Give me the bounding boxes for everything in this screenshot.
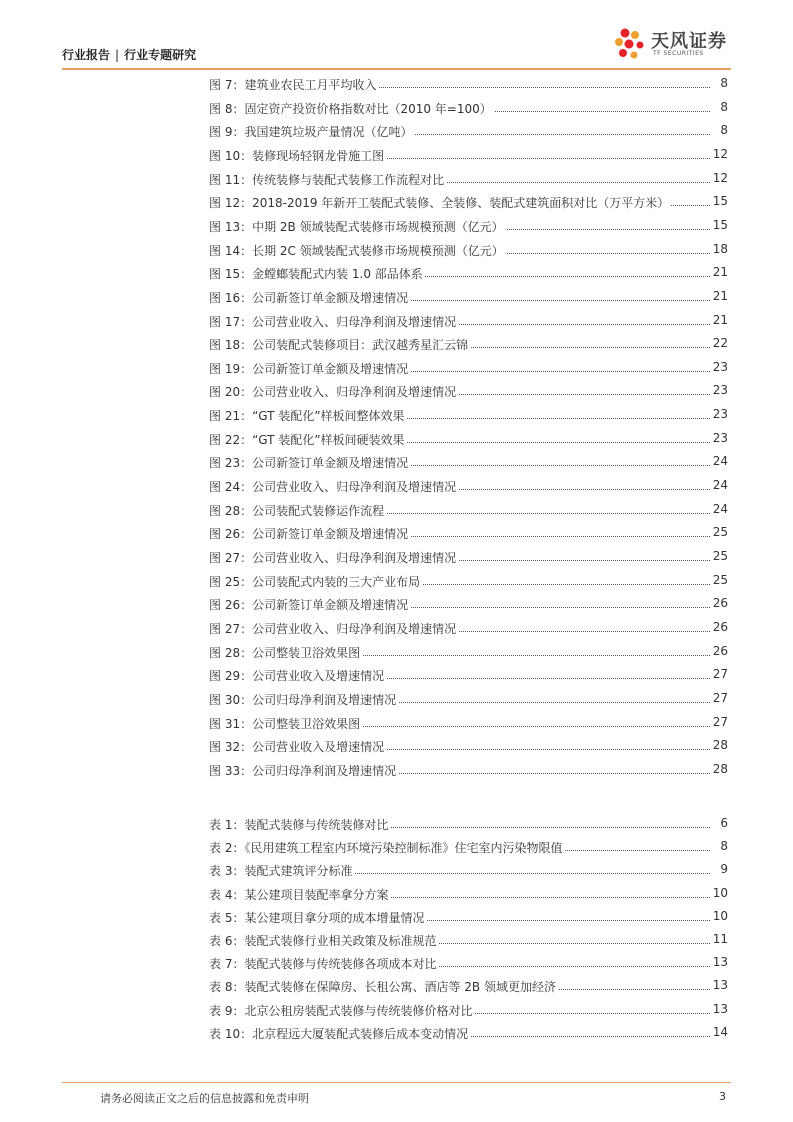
entry-title: 图 16：公司新签订单金额及增速情况 — [209, 290, 409, 305]
figure-entry[interactable] — [209, 688, 728, 710]
entry-title: 图 9：我国建筑垃圾产量情况（亿吨） — [209, 125, 413, 140]
entry-page-number: 9 — [720, 862, 728, 877]
page-number: 3 — [719, 1090, 726, 1103]
entry-page-number: 28 — [712, 738, 728, 753]
entry-page-number: 24 — [712, 454, 728, 469]
figure-entry[interactable] — [209, 357, 728, 379]
entry-page-number: 8 — [720, 76, 728, 90]
entry-title: 表 6：装配式装修行业相关政策及标准规范 — [209, 934, 437, 948]
entry-page-number: 26 — [712, 596, 728, 611]
entry-page-number: 25 — [712, 572, 728, 587]
entry-page-number: 8 — [720, 839, 728, 854]
entry-title: 表 9：北京公租房装配式装修与传统装修价格对比 — [209, 1003, 473, 1018]
entry-title: 图 19：公司新签订单金额及增速情况 — [209, 361, 409, 376]
header-subsection: 行业专题研究 — [124, 48, 197, 62]
entry-title: 图 31：公司整装卫浴效果图 — [209, 716, 361, 731]
entry-title: 图 28：公司装配式装修运作流程 — [209, 503, 385, 518]
entry-page-number: 21 — [712, 288, 728, 303]
entry-title: 图 33：公司归母净利润及增速情况 — [209, 763, 397, 778]
entry-title: 图 7：建筑业农民工月平均收入 — [209, 78, 377, 92]
entry-title: 图 20：公司营业收入、归母净利润及增速情况 — [209, 385, 457, 400]
logo-english-text: TF SECURITIES — [653, 50, 704, 57]
entry-page-number: 8 — [720, 99, 728, 114]
entry-title: 图 10：装修现场轻钢龙骨施工图 — [209, 148, 385, 163]
entry-title: 图 27：公司营业收入、归母净利润及增速情况 — [209, 621, 457, 636]
entry-page-number: 27 — [712, 667, 728, 682]
entry-page-number: 12 — [712, 146, 728, 161]
entry-page-number: 21 — [712, 265, 728, 280]
entry-page-number: 13 — [712, 978, 728, 993]
entry-page-number: 12 — [712, 170, 728, 185]
entry-title: 图 17：公司营业收入、归母净利润及增速情况 — [209, 314, 457, 329]
table-entry[interactable] — [209, 1022, 728, 1044]
figure-entry[interactable] — [209, 97, 728, 119]
figure-entry[interactable] — [209, 191, 728, 213]
header-separator: | — [115, 48, 120, 62]
table-entry[interactable] — [209, 952, 728, 974]
entry-page-number: 15 — [712, 217, 728, 232]
entry-title: 图 28：公司整装卫浴效果图 — [209, 645, 361, 660]
entry-title: 图 15：金螳螂装配式内装 1.0 部品体系 — [209, 267, 423, 282]
entry-page-number: 21 — [712, 312, 728, 327]
entry-title: 表 1：装配式装修与传统装修对比 — [209, 818, 389, 832]
entry-page-number: 27 — [712, 714, 728, 729]
entry-page-number: 22 — [712, 336, 728, 351]
company-logo — [613, 24, 731, 66]
entry-title: 图 12：2018-2019 年新开工装配式装修、全装修、装配式建筑面积对比（万平方米） — [209, 196, 670, 211]
entry-title: 图 25：公司装配式内装的三大产业布局 — [209, 574, 421, 589]
figure-entry[interactable] — [209, 499, 728, 521]
figure-entry[interactable] — [209, 593, 728, 615]
entry-page-number: 13 — [712, 1001, 728, 1016]
figure-entry[interactable] — [209, 262, 728, 284]
header-section: 行业报告 — [62, 48, 111, 62]
figure-entry[interactable] — [209, 522, 728, 544]
table-entry[interactable] — [209, 813, 728, 835]
entry-page-number: 6 — [720, 816, 728, 830]
entry-page-number: 27 — [712, 690, 728, 705]
entry-title: 图 24：公司营业收入、归母净利润及增速情况 — [209, 480, 457, 495]
figure-entry[interactable] — [209, 735, 728, 757]
entry-title: 图 8：固定资产投资价格指数对比（2010 年=100） — [209, 101, 492, 116]
table-entry[interactable] — [209, 999, 728, 1021]
entry-page-number: 10 — [712, 908, 728, 923]
entry-title: 表 10：北京程远大厦装配式装修后成本变动情况 — [209, 1026, 469, 1041]
entry-page-number: 23 — [712, 407, 728, 422]
entry-title: 图 26：公司新签订单金额及增速情况 — [209, 527, 409, 542]
figure-entry[interactable] — [209, 664, 728, 686]
table-entry[interactable] — [209, 929, 728, 951]
table-entry[interactable] — [209, 883, 728, 905]
footer-divider — [62, 1082, 731, 1083]
figure-entry[interactable] — [209, 475, 728, 497]
entry-page-number: 15 — [712, 194, 728, 209]
entry-title: 表 2：《民用建筑工程室内环境污染控制标准》住宅室内污染物限值 — [209, 841, 563, 856]
figure-entry[interactable] — [209, 617, 728, 639]
entry-page-number: 10 — [712, 885, 728, 900]
entry-title: 图 23：公司新签订单金额及增速情况 — [209, 456, 409, 471]
flower-logo-icon — [613, 26, 649, 64]
entry-page-number: 23 — [712, 359, 728, 374]
entry-page-number: 24 — [712, 501, 728, 516]
entry-page-number: 14 — [712, 1024, 728, 1039]
entry-title: 图 21：“GT 装配化”样板间整体效果 — [209, 409, 405, 424]
figure-entry[interactable] — [209, 286, 728, 308]
entry-title: 图 27：公司营业收入、归母净利润及增速情况 — [209, 551, 457, 565]
entry-page-number: 26 — [712, 619, 728, 634]
figure-entry[interactable] — [209, 712, 728, 734]
entry-title: 图 29：公司营业收入及增速情况 — [209, 669, 385, 684]
entry-title: 表 8：装配式装修在保障房、长租公寓、酒店等 2B 领域更加经济 — [209, 980, 556, 995]
entry-title: 图 13：中期 2B 领域装配式装修市场规模预测（亿元） — [209, 219, 504, 234]
entry-title: 图 22：“GT 装配化”样板间硬装效果 — [209, 432, 405, 447]
table-entry[interactable] — [209, 836, 728, 858]
figure-entry[interactable] — [209, 168, 728, 190]
figure-entry[interactable] — [209, 310, 728, 332]
entry-title: 图 26：公司新签订单金额及增速情况 — [209, 598, 409, 613]
figure-entry[interactable] — [209, 451, 728, 473]
header-divider — [62, 68, 731, 70]
figure-entry[interactable] — [209, 641, 728, 663]
entry-page-number: 18 — [712, 241, 728, 256]
entry-page-number: 24 — [712, 478, 728, 493]
entry-title: 表 7：装配式装修与传统装修各项成本对比 — [209, 957, 437, 972]
entry-title: 表 5：某公建项目拿分项的成本增量情况 — [209, 910, 425, 925]
figure-entry[interactable] — [209, 546, 728, 568]
figure-entry[interactable] — [209, 120, 728, 142]
table-entry[interactable] — [209, 859, 728, 881]
page-header — [62, 31, 731, 66]
figure-entry[interactable] — [209, 239, 728, 261]
figure-entry[interactable] — [209, 73, 728, 95]
entry-title: 图 30：公司归母净利润及增速情况 — [209, 692, 397, 707]
figure-entry[interactable] — [209, 404, 728, 426]
entry-title: 图 32：公司营业收入及增速情况 — [209, 740, 385, 755]
entry-title: 表 3：装配式建筑评分标准 — [209, 864, 353, 879]
table-entry[interactable] — [209, 975, 728, 997]
table-entry[interactable] — [209, 906, 728, 928]
entry-page-number: 25 — [712, 549, 728, 563]
entry-title: 图 18：公司装配式装修项目：武汉越秀星汇云锦 — [209, 338, 469, 353]
figure-entry[interactable] — [209, 215, 728, 237]
entry-page-number: 8 — [720, 123, 728, 138]
logo-chinese-text: 天风证券 — [651, 31, 727, 52]
entry-page-number: 11 — [712, 932, 728, 946]
entry-title: 表 4：某公建项目装配率拿分方案 — [209, 887, 389, 902]
header-breadcrumb — [62, 46, 196, 63]
figure-entry[interactable] — [209, 333, 728, 355]
figure-entry[interactable] — [209, 570, 728, 592]
entry-page-number: 28 — [712, 761, 728, 776]
entry-page-number: 23 — [712, 430, 728, 445]
entry-title: 图 11：传统装修与装配式装修工作流程对比 — [209, 172, 445, 187]
entry-page-number: 25 — [712, 525, 728, 540]
figure-entry[interactable] — [209, 144, 728, 166]
entry-page-number: 13 — [712, 955, 728, 970]
entry-page-number: 26 — [712, 643, 728, 658]
entry-title: 图 14：长期 2C 领域装配式装修市场规模预测（亿元） — [209, 243, 504, 258]
footer-disclaimer: 请务必阅读正文之后的信息披露和免责申明 — [100, 1092, 309, 1105]
figure-entry[interactable] — [209, 380, 728, 402]
figure-entry[interactable] — [209, 759, 728, 781]
figure-entry[interactable] — [209, 428, 728, 450]
entry-page-number: 23 — [712, 383, 728, 398]
